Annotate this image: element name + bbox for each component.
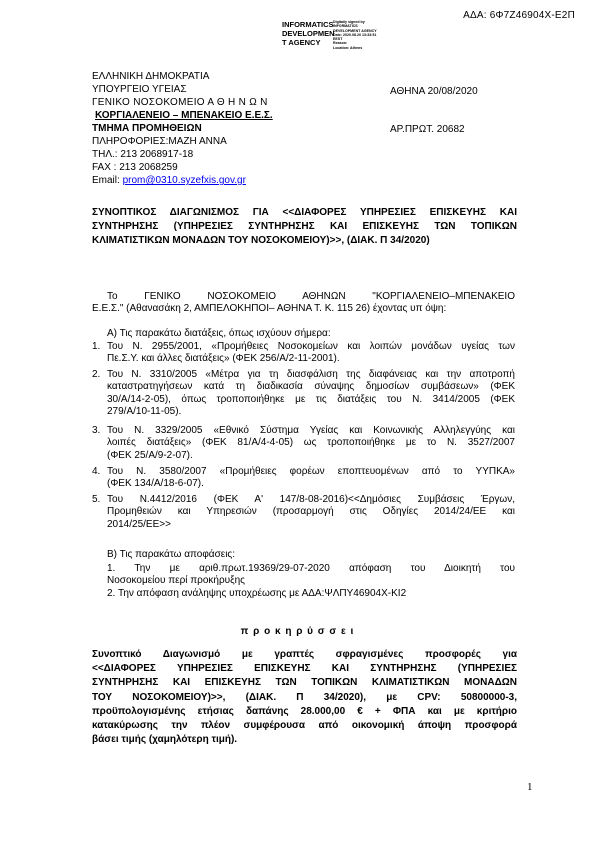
list-number: 1.: [92, 341, 101, 352]
title-line: ΣΥΝΟΠΤΙΚΟΣ ΔΙΑΓΩΝΙΣΜΟΣ ΓΙΑ <<ΔΙΑΦΟΡΕΣ ΥΠΗΡΕΣΙΕΣ ΕΠΙΣΚΕΥΗΣ ΚΑΙ: [92, 207, 517, 218]
page-number: 1: [527, 781, 533, 793]
title-line: ΣΥΝΤΗΡΗΣΗΣ (ΥΠΗΡΕΣΙΕΣ ΣΥΝΤΗΡΗΣΗΣ ΚΑΙ ΕΠΙΣΚΕΥΗΣ ΤΩΝ ΤΟΠΙΚΩΝ: [92, 221, 517, 232]
header-email-line: [92, 175, 246, 187]
ada-code: ΑΔΑ: 6Φ7Ζ46904Χ-Ε2Π: [463, 10, 575, 21]
list-number: 5.: [92, 494, 101, 505]
logo-word: DEVELOPMEN: [282, 29, 335, 38]
email-label: Email:: [92, 175, 123, 186]
title-line: ΚΛΙΜΑΤΙΣΤΙΚΩΝ ΜΟΝΑΔΩΝ ΤΟΥ ΝΟΣΟΚΟΜΕΙΟΥ)>>, (ΔΙΑΚ. Π 34/2020): [92, 235, 430, 246]
section-b-body: 1. Την με αριθ.πρωτ.19369/29-07-2020 απόφαση του Διοικητή του Νοσοκομείου περί προκήρυξης 2. Την απόφαση ανάληψης υποχρέωσης με ΑΔΑ:ΨΛΠΥ46904Χ-ΚΙ2: [107, 563, 515, 599]
list-item: Του Ν. 2955/2001, «Προμήθειες Νοσοκομείων και λοιπών μονάδων υγείας των Πε.Σ.Υ. και άλλες διατάξεις» (ΦΕΚ 256/Α/2-11-2001).: [107, 341, 515, 365]
list-item: Του Ν.4412/2016 (ΦΕΚ Α' 147/8-08-2016)<<Δημόσιες Συμβάσεις Έργων, Προμηθειών και Υπηρεσιών (προσαρμογή στις Οδηγίες 2014/24/ΕΕ και 2014/25/ΕΕ>>: [107, 494, 515, 530]
logo-words: [282, 20, 335, 47]
header-country: ΕΛΛΗΝΙΚΗ ΔΗΜΟΚΡΑΤΙΑ: [92, 71, 210, 82]
logo-word: INFORMATICS: [282, 20, 334, 29]
section-a-heading: Α) Τις παρακάτω διατάξεις, όπως ισχύουν σήμερα:: [107, 328, 331, 339]
list-number: 2.: [92, 369, 101, 380]
header-info: ΠΛΗΡΟΦΟΡΙΕΣ:ΜΑΖΗ ΑΝΝΑ: [92, 136, 227, 147]
header-protocol: ΑΡ.ΠΡΩΤ. 20682: [390, 124, 465, 135]
closing-paragraph: Συνοπτικό Διαγωνισμό με γραπτές σφραγισμένες προσφορές για <<ΔΙΑΦΟΡΕΣ ΥΠΗΡΕΣΙΕΣ ΕΠΙΣΚΕΥΗΣ ΚΑΙ ΣΥΝΤΗΡΗΣΗΣ (ΥΠΗΡΕΣΙΕΣ ΣΥΝΤΗΡΗΣΗΣ ΚΑΙ ΕΠΙΣΚΕΥΗΣ ΤΩΝ ΤΟΠΙΚΩΝ ΚΛΙΜΑΤΙΣΤΙΚΩΝ ΜΟΝΑΔΩΝ ΤΟΥ ΝΟΣΟΚΟΜΕΙΟΥ)>>, (ΔΙΑΚ. Π 34/2020), με CPV: 50800000-3, προϋπολογισμένης ετήσιας δαπάνης 28.000,00 € + ΦΠΑ και με κριτήριο κατακύρωσης την πλέον συμφέρουσα από οικονομική άποψη προσφορά βάσει τιμής (χαμηλότερη τιμή).: [92, 649, 517, 746]
intro-line-1: Το ΓΕΝΙΚΟ ΝΟΣΟΚΟΜΕΙΟ ΑΘΗΝΩΝ "ΚΟΡΓΙΑΛΕΝΕΙΟ–ΜΠΕΝΑΚΕΙΟ: [107, 291, 515, 302]
proclaims-heading: π ρ ο κ η ρ ύ σ σ ε ι: [240, 626, 355, 637]
logo-signature-text: Digitally signed by INFORMATICS DEVELOPMENT AGENCY Date: 2020.08.20 13:33:51 EEST Reason: Location: Athens: [333, 20, 377, 50]
document-title: [92, 206, 517, 248]
section-b-heading: Β) Τις παρακάτω αποφάσεις:: [107, 549, 236, 560]
list-item: Του Ν. 3580/2007 «Προμήθειες φορέων εποπτευομένων από το ΥΥΠΚΑ» (ΦΕΚ 134/Α/18-6-07).: [107, 466, 515, 490]
list-number: 4.: [92, 466, 101, 477]
intro-line-2: Ε.Ε.Σ." (Αθανασάκη 2, ΑΜΠΕΛΟΚΗΠΟΙ– ΑΘΗΝΑ Τ. Κ. 115 26) έχοντας υπ όψη:: [92, 303, 447, 314]
email-link[interactable]: prom@0310.syzefxis.gov.gr: [122, 175, 246, 186]
header-phone: ΤΗΛ.: 213 2068917-18: [92, 149, 194, 160]
header-fax: FAX : 213 2068259: [92, 162, 178, 173]
header-department: ΤΜΗΜΑ ΠΡΟΜΗΘΕΙΩΝ: [92, 123, 202, 134]
logo-word: T AGENCY: [282, 38, 321, 47]
list-number: 3.: [92, 425, 101, 436]
header-ministry: ΥΠΟΥΡΓΕΙΟ ΥΓΕΙΑΣ: [92, 84, 187, 95]
header-hospital: ΓΕΝΙΚΟ ΝΟΣΟΚΟΜΕΙΟ Α Θ Η Ν Ω Ν: [92, 97, 268, 108]
signature-logo: [282, 20, 388, 56]
header-hospital-name: ΚΟΡΓΙΑΛΕΝΕΙΟ – ΜΠΕΝΑΚΕΙΟ Ε.Ε.Σ.: [95, 110, 273, 121]
list-item: Του Ν. 3310/2005 «Μέτρα για τη διασφάλιση της διαφάνειας και την αποτροπή καταστρατηγήσεων κατά τη διαδικασία σύναψης δημοσίων συμβάσεων» (ΦΕΚ 30/Α/14-2-05), όπως τροποποιήθηκε με τις διατάξεις του Ν. 3414/2005 (ΦΕΚ 279/Α/10-11-05).: [107, 369, 515, 418]
list-item: Του Ν. 3329/2005 «Εθνικό Σύστημα Υγείας και Κοινωνικής Αλληλεγγύης και λοιπές διατάξεις» (ΦΕΚ 81/Α/4-4-05) ως τροποποιήθηκε με το Ν. 3527/2007 (ΦΕΚ 25/Α/9-2-07).: [107, 425, 515, 461]
header-place-date: ΑΘΗΝΑ 20/08/2020: [390, 86, 478, 97]
